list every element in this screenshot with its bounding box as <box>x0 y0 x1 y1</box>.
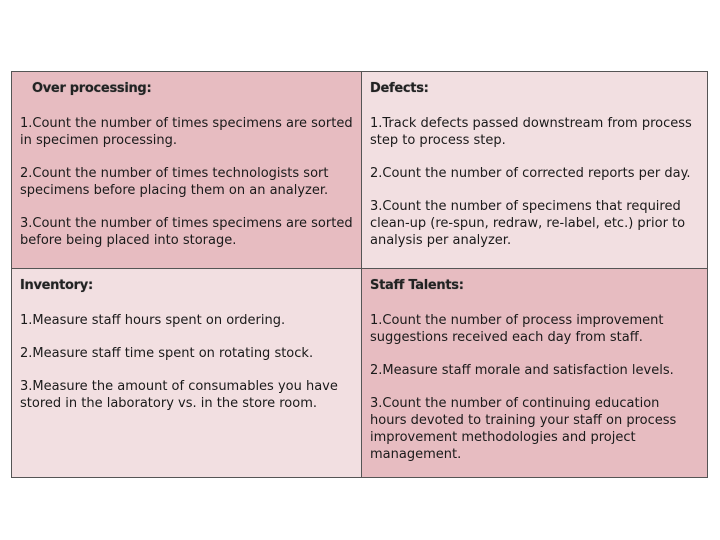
over-processing-item-3: 3.Count the number of times specimens are sorted before being placed into storage. <box>20 216 353 248</box>
over-processing-item-2: 2.Count the number of times technologists sort specimens before placing them on an analyzer. <box>20 166 329 198</box>
defects-item-3: 3.Count the number of specimens that required clean-up (re-spun, redraw, re-label, etc.) prior to analysis per analyzer. <box>370 199 686 248</box>
inventory-cell <box>12 269 362 477</box>
inventory-heading: Inventory: <box>20 278 93 293</box>
staff-talents-item-3: 3.Count the number of continuing education hours devoted to training your staff on process improvement methodologies and project management. <box>370 396 677 462</box>
over-processing-cell <box>12 72 362 269</box>
defects-cell <box>362 72 707 269</box>
defects-item-2: 2.Count the number of corrected reports per day. <box>370 166 691 181</box>
staff-talents-item-2: 2.Measure staff morale and satisfaction levels. <box>370 363 674 378</box>
defects-heading: Defects: <box>370 81 429 96</box>
inventory-item-1: 1.Measure staff hours spent on ordering. <box>20 313 286 328</box>
staff-talents-heading: Staff Talents: <box>370 278 464 293</box>
waste-metrics-table <box>11 71 708 478</box>
inventory-item-3: 3.Measure the amount of consumables you have stored in the laboratory vs. in the store room. <box>20 379 338 411</box>
inventory-item-2: 2.Measure staff time spent on rotating stock. <box>20 346 314 361</box>
staff-talents-item-1: 1.Count the number of process improvement suggestions received each day from staff. <box>370 313 664 345</box>
over-processing-item-1: 1.Count the number of times specimens are sorted in specimen processing. <box>20 116 353 148</box>
over-processing-heading: Over processing: <box>32 81 152 96</box>
staff-talents-cell <box>362 269 707 477</box>
defects-item-1: 1.Track defects passed downstream from process step to process step. <box>370 116 692 148</box>
